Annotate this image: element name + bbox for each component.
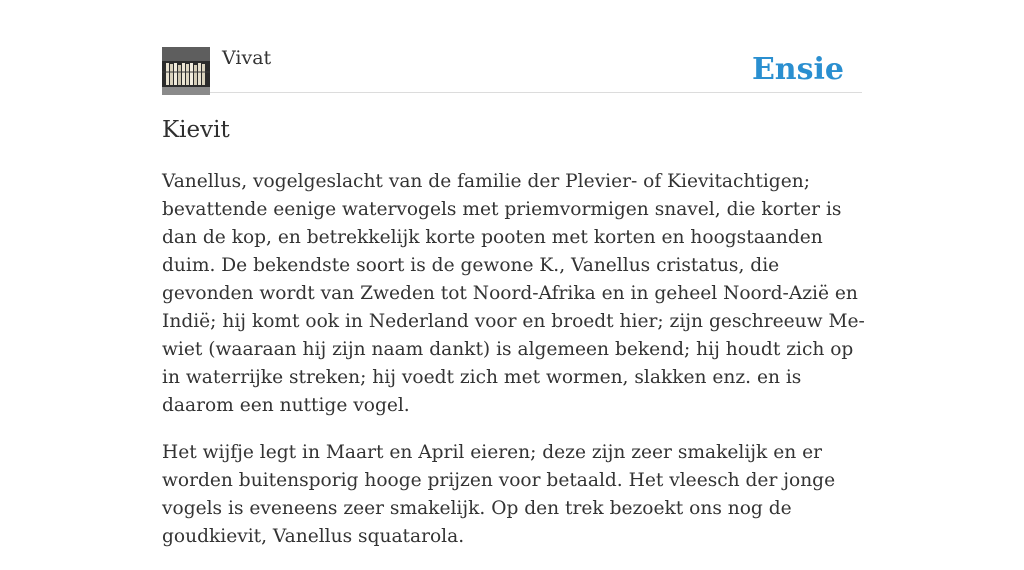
- article-paragraph: Vanellus, vogelgeslacht van de familie der Plevier- of Kievitachtigen; bevattende eenige watervogels met priemvormigen snavel, die korter is dan de kop, en betrekkelijk korte pooten met korten en hoogstaanden duim. De bekendste soort is de gewone K., Vanellus cristatus, die gevonden wordt van Zweden tot Noord-Afrika en in geheel Noord-Azië en Indië; hij komt ook in Nederland voor en broedt hier; zijn geschreeuw Me-wiet (waaraan hij zijn naam dankt) is algemeen bekend; hij houdt zich op in waterrijke streken; hij voedt zich met wormen, slakken enz. en is daarom een nuttige vogel.: [162, 171, 865, 416]
- page-title: Kievit: [162, 117, 230, 143]
- header: [162, 46, 862, 93]
- brand-logo[interactable]: Ensie: [751, 52, 844, 87]
- article-body: [162, 168, 868, 570]
- bookshelf-avatar-icon: [162, 47, 210, 95]
- article-paragraph: Het wijfje legt in Maart en April eieren; deze zijn zeer smakelijk en er worden buitensporig hooge prijzen voor betaald. Het vleesch der jonge vogels is eveneens zeer smakelijk. Op den trek bezoekt ons nog de goudkievit, Vanellus squatarola.: [162, 442, 836, 547]
- author-avatar[interactable]: [162, 47, 210, 95]
- author-name[interactable]: Vivat: [222, 47, 272, 69]
